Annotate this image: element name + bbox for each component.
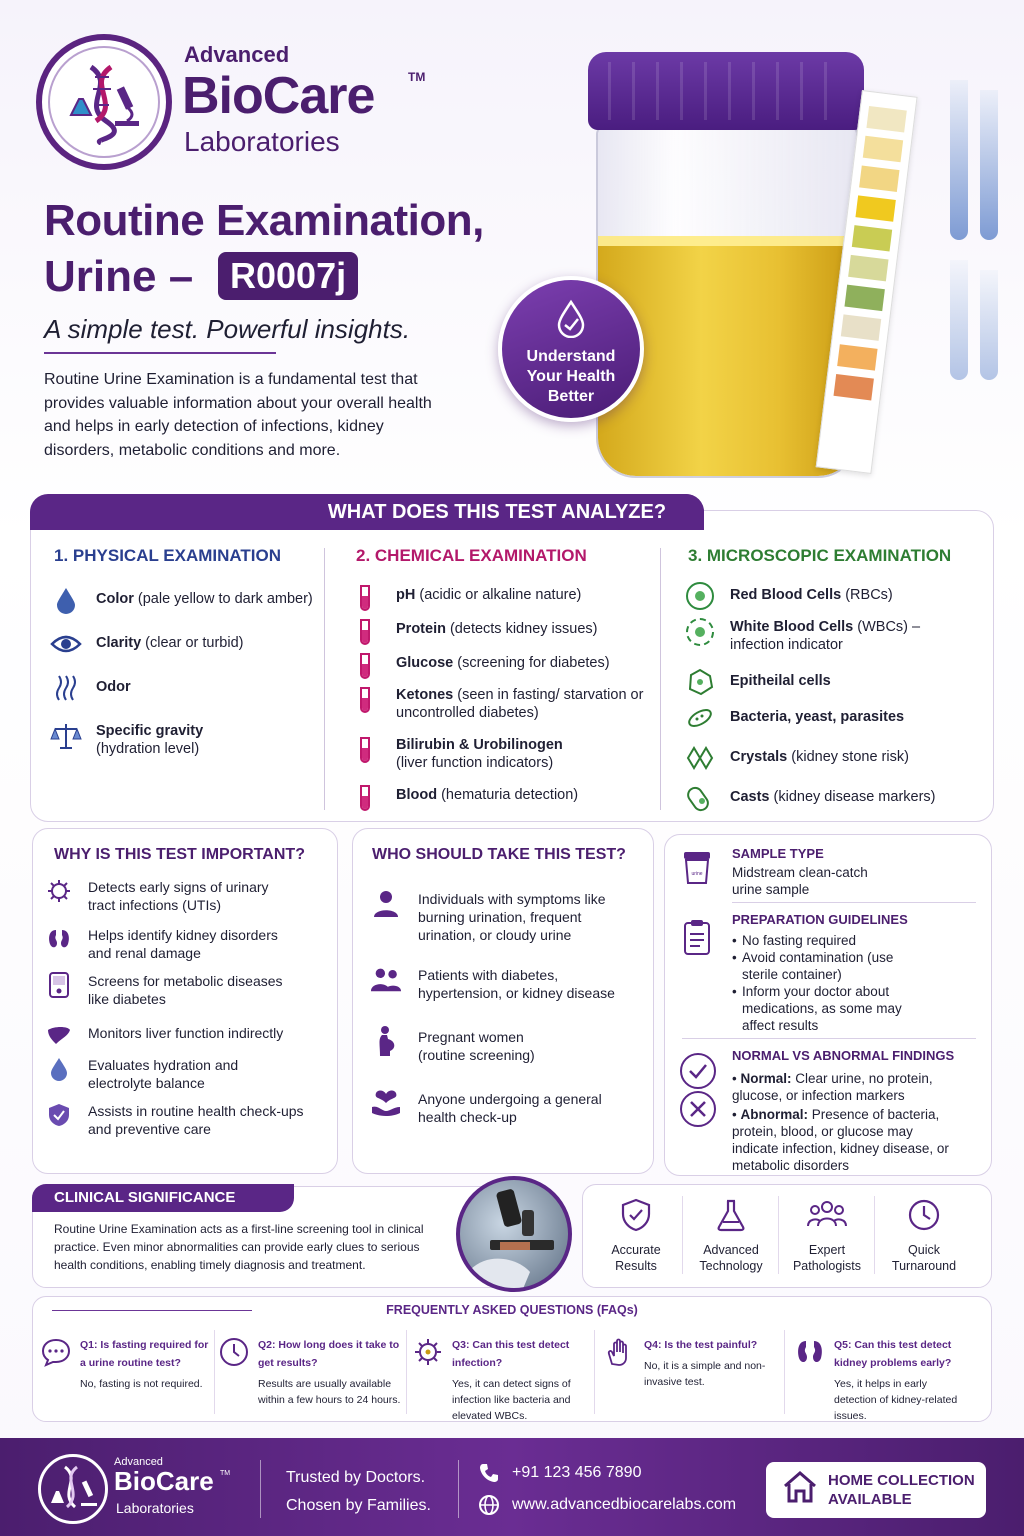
prep-item: Inform your doctor about medications, as some may affect results <box>742 984 902 1033</box>
analyze-heading: WHAT DOES THIS TEST ANALYZE? <box>290 494 704 530</box>
bacteria-icon <box>46 878 72 904</box>
globe-icon <box>478 1494 500 1521</box>
test-tube-icon <box>356 582 374 614</box>
trust-technology: Advanced Technology <box>683 1198 779 1274</box>
sample-type-label: SAMPLE TYPE <box>732 846 824 861</box>
clinical-title: CLINICAL SIGNIFICANCE <box>32 1184 294 1212</box>
chemical-item: Ketones (seen in fasting/ starvation or uncontrolled diabetes) <box>356 684 656 722</box>
trust-accurate: Accurate Results <box>588 1198 684 1274</box>
divider <box>406 1330 407 1414</box>
column-divider <box>660 548 661 810</box>
cross-circle-icon <box>679 1090 717 1133</box>
who-title: WHO SHOULD TAKE THIS TEST? <box>372 846 626 863</box>
faq-item <box>40 1336 216 1392</box>
page-title-line2: Urine – <box>44 252 194 301</box>
pregnant-woman-icon <box>370 1028 402 1054</box>
website-link[interactable]: www.advancedbiocarelabs.com <box>512 1496 737 1513</box>
phone-link[interactable]: +91 123 456 7890 <box>512 1464 642 1481</box>
microscopic-item: Epitheilal cells <box>684 666 984 698</box>
faq-title: FREQUENTLY ASKED QUESTIONS (FAQs) <box>386 1303 638 1317</box>
chemical-item: Glucose (screening for diabetes) <box>356 650 656 682</box>
health-badge <box>498 276 644 422</box>
why-item: Helps identify kidney disorders and renal damage <box>46 926 330 962</box>
test-tube-icon <box>356 734 374 766</box>
intro-paragraph: Routine Urine Examination is a fundamental test that provides valuable information about your overall health and helps in early detection of infections, kidney disorders, metabolic conditions and more. <box>44 371 432 459</box>
findings-label: NORMAL VS ABNORMAL FINDINGS <box>732 1048 955 1063</box>
chemical-item: Bilirubin & Urobilinogen (liver function indicators) <box>356 734 656 772</box>
footer-trust-text: Trusted by Doctors. Chosen by Families. <box>286 1469 431 1514</box>
chemical-item: pH (acidic or alkaline nature) <box>356 582 656 614</box>
why-item: Monitors liver function indirectly <box>46 1022 330 1048</box>
crystal-icon <box>684 742 716 774</box>
microscopic-item: Crystals (kidney stone risk) <box>684 742 984 774</box>
epithelial-cell-icon <box>684 666 716 698</box>
microscopic-item: Casts (kidney disease markers) <box>684 782 984 814</box>
abnormal-finding: • Abnormal: Presence of bacteria, protein, blood, or glucose may indicate infection, kidney disease, or metabolic disorders <box>732 1107 949 1173</box>
heart-hand-icon <box>370 1090 402 1116</box>
trust-turnaround: Quick Turnaround <box>876 1198 972 1274</box>
microscopic-item: Bacteria, yeast, parasites <box>684 702 984 734</box>
home-icon <box>782 1470 818 1509</box>
why-title: WHY IS THIS TEST IMPORTANT? <box>54 846 305 863</box>
chemical-item: Protein (detects kidney issues) <box>356 616 656 648</box>
drop-icon <box>46 1056 72 1082</box>
clipboard-icon <box>682 918 712 961</box>
divider <box>784 1330 785 1414</box>
liver-icon <box>46 1022 72 1048</box>
divider <box>682 1038 976 1039</box>
rbc-icon <box>684 580 716 612</box>
why-item: Screens for metabolic diseases like diabetes <box>46 972 330 1008</box>
clock-icon <box>907 1198 941 1232</box>
cast-icon <box>684 782 716 814</box>
prep-list: • No fasting required • Avoid contamination (use sterile container) • Inform your doctor about medications, as some may affect results <box>732 932 972 1034</box>
microscope-icon <box>460 1180 572 1292</box>
faq-answer: Yes, it helps in early detection of kidney-related issues. <box>834 1378 958 1422</box>
divider <box>732 902 976 903</box>
brand-name: BioCare <box>182 67 375 125</box>
faq-question: Q3: Can this test detect infection? <box>452 1339 570 1369</box>
test-tube-icon <box>356 616 374 648</box>
physical-item: Clarity (clear or turbid) <box>50 628 320 660</box>
chemical-item: Blood (hematuria detection) <box>356 782 656 814</box>
glucose-meter-icon <box>46 972 72 998</box>
test-code-badge: R0007j <box>218 252 358 300</box>
clock-icon <box>218 1336 250 1368</box>
person-icon <box>370 890 402 916</box>
prep-item: No fasting required <box>742 933 857 948</box>
footer-logo <box>38 1454 108 1524</box>
test-tubes-background <box>940 80 1024 460</box>
chat-icon <box>40 1336 72 1368</box>
trust-pathologists: Expert Pathologists <box>779 1198 875 1274</box>
footer-divider <box>260 1460 261 1518</box>
microscopic-title: 3. MICROSCOPIC EXAMINATION <box>688 546 952 565</box>
sample-cup-icon <box>682 850 712 891</box>
faq-question: Q4: Is the test painful? <box>644 1339 758 1351</box>
physical-item: Specific gravity (hydration level) <box>50 720 320 758</box>
prep-item: Avoid contamination (use sterile container) <box>742 950 894 982</box>
test-tube-icon <box>356 650 374 682</box>
clinical-text: Routine Urine Examination acts as a first-line screening tool in clinical practice. Even minor abnormalities can provide early clues to serious health conditions, enabling timely diagnosis and treatment. <box>54 1222 424 1272</box>
faq-answer: Results are usually available within a few hours to 24 hours. <box>258 1378 401 1406</box>
drop-check-icon <box>551 298 591 338</box>
who-item: Pregnant women (routine screening) <box>370 1028 650 1064</box>
dna-microscope-logo-icon <box>61 59 147 145</box>
microscopic-item: White Blood Cells (WBCs) – infection indicator <box>684 616 984 654</box>
hand-icon <box>604 1336 636 1368</box>
divider <box>594 1330 595 1414</box>
trademark: TM <box>408 70 426 84</box>
kidney-icon <box>46 926 72 952</box>
column-divider <box>324 548 325 810</box>
faq-answer: No, fasting is not required. <box>80 1378 203 1390</box>
brand-logo <box>36 34 172 170</box>
test-tube-icon <box>356 684 374 716</box>
shield-check-icon <box>46 1102 72 1128</box>
who-item: Anyone undergoing a general health check-up <box>370 1090 650 1126</box>
tagline: A simple test. Powerful insights. <box>44 314 411 344</box>
phone-icon <box>478 1462 500 1489</box>
footer-brand-name: BioCare <box>114 1466 214 1496</box>
physical-item: Color (pale yellow to dark amber) <box>50 584 320 616</box>
team-icon <box>807 1198 847 1232</box>
who-item: Individuals with symptoms like burning urination, frequent urination, or cloudy urine <box>370 890 650 944</box>
badge-text: Understand Your Health Better <box>526 348 616 405</box>
prep-label: PREPARATION GUIDELINES <box>732 912 908 927</box>
bacteria-icon <box>684 702 716 734</box>
eye-icon <box>50 628 82 660</box>
faq-answer: No, it is a simple and non-invasive test. <box>644 1360 766 1388</box>
faq-item <box>218 1336 412 1408</box>
scale-icon <box>50 720 82 752</box>
footer-brand-suffix: Laboratories <box>116 1500 194 1516</box>
home-collection-text: HOME COLLECTION AVAILABLE <box>828 1472 975 1508</box>
check-circle-icon <box>679 1052 717 1095</box>
jar-lid <box>588 52 864 130</box>
sample-type-text: Midstream clean-catch urine sample <box>732 865 868 897</box>
svg-text:urine: urine <box>691 871 703 877</box>
physical-title: 1. PHYSICAL EXAMINATION <box>54 546 282 565</box>
why-item: Evaluates hydration and electrolyte balance <box>46 1056 330 1092</box>
tagline-underline <box>44 352 276 354</box>
patients-icon <box>370 966 402 992</box>
faq-item <box>794 1336 988 1424</box>
faq-answer: Yes, it can detect signs of infection like bacteria and elevated WBCs. <box>452 1378 571 1422</box>
chemical-title: 2. CHEMICAL EXAMINATION <box>356 546 587 565</box>
faq-item <box>412 1336 598 1424</box>
faq-item <box>604 1336 784 1390</box>
divider <box>214 1330 215 1414</box>
microscope-photo <box>456 1176 572 1292</box>
who-item: Patients with diabetes, hypertension, or kidney disease <box>370 966 650 1002</box>
odor-waves-icon <box>50 672 82 704</box>
normal-finding: • Normal: Clear urine, no protein, glucose, or infection markers <box>732 1071 933 1103</box>
kidney-icon <box>794 1336 826 1368</box>
drop-icon <box>50 584 82 616</box>
why-item: Detects early signs of urinary tract infections (UTIs) <box>46 878 330 914</box>
brand-prefix: Advanced <box>184 42 290 67</box>
microscopic-item: Red Blood Cells (RBCs) <box>684 580 984 612</box>
faq-question: Q1: Is fasting required for a urine routine test? <box>80 1339 209 1369</box>
footer-trademark: TM <box>220 1470 231 1477</box>
page-title-line1: Routine Examination, <box>44 196 484 245</box>
brand-suffix: Laboratories <box>184 126 340 157</box>
faq-question: Q5: Can this test detect kidney problems early? <box>834 1339 952 1369</box>
dna-microscope-logo-icon <box>41 1457 105 1521</box>
physical-item: Odor <box>50 672 320 704</box>
wbc-icon <box>684 616 716 648</box>
why-item: Assists in routine health check-ups and preventive care <box>46 1102 330 1138</box>
bacteria-icon <box>412 1336 444 1368</box>
faq-question: Q2: How long does it take to get results? <box>258 1339 400 1369</box>
shield-check-icon <box>619 1198 653 1232</box>
footer-brand-prefix: Advanced <box>114 1456 163 1468</box>
test-tube-icon <box>356 782 374 814</box>
footer-divider <box>458 1460 459 1518</box>
flask-icon <box>714 1198 748 1232</box>
